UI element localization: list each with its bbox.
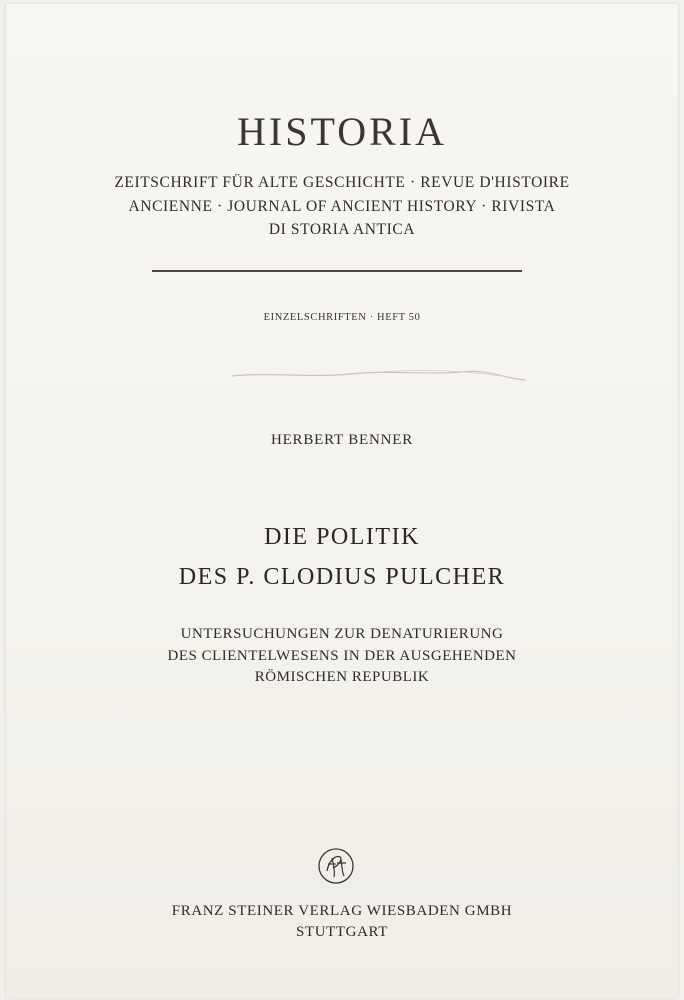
divider-rule <box>152 270 522 272</box>
series-subtitle-line-3: DI STORIA ANTICA <box>268 221 416 238</box>
series-subtitle-line-2: ANCIENNE · JOURNAL OF ANCIENT HISTORY · RIVISTA <box>128 198 556 215</box>
franz-steiner-monogram-icon <box>316 846 356 886</box>
book-title-line-1: DIE POLITIK <box>264 524 420 550</box>
author-name: HERBERT BENNER <box>270 432 414 448</box>
publisher-city: STUTTGART <box>296 924 388 940</box>
book-title-line-2: DES P. CLODIUS PULCHER <box>178 564 506 590</box>
publisher-name: FRANZ STEINER VERLAG WIESBADEN GMBH <box>171 903 513 919</box>
book-subtitle-line-2: DES CLIENTELWESENS IN DER AUSGEHENDEN <box>167 648 517 664</box>
book-subtitle-line-1: UNTERSUCHUNGEN ZUR DENATURIERUNG <box>180 626 504 642</box>
series-title: HISTORIA <box>237 109 447 154</box>
series-subtitle-line-1: ZEITSCHRIFT FÜR ALTE GESCHICHTE · REVUE D'HISTOIRE <box>114 174 570 191</box>
series-number: EINZELSCHRIFTEN · HEFT 50 <box>263 312 421 323</box>
paper-crease-mark <box>230 366 530 384</box>
book-subtitle-line-3: RÖMISCHEN REPUBLIK <box>254 669 430 685</box>
